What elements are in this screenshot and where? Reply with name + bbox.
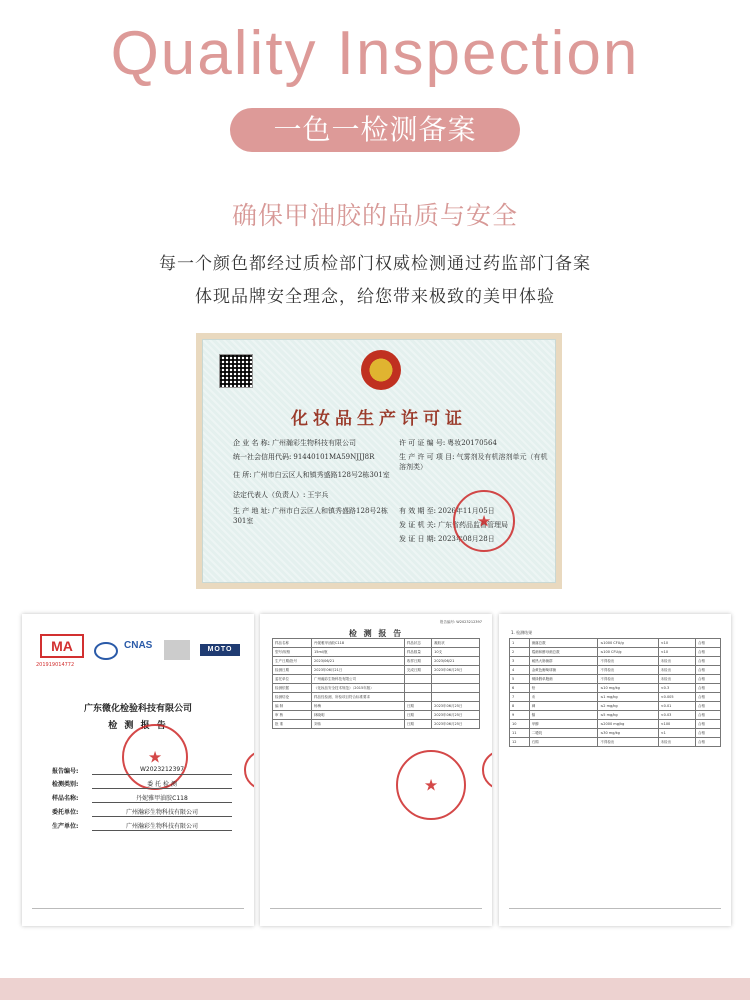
table-cell: 9 (510, 711, 530, 720)
table-cell: 林晓明 (312, 711, 405, 720)
table-cell: 10 (510, 720, 530, 729)
license-company-label: 企 业 名 称: (233, 439, 271, 447)
table-row (273, 657, 480, 666)
license-plant-value: 广州市白云区人和镇秀盛路128号2栋301室 (233, 507, 388, 525)
license-credit-code (233, 452, 374, 462)
table-cell: ≤100 CFU/g (598, 648, 658, 657)
section-pill-label: 一色一检测备案 (230, 108, 520, 152)
license-legal-rep (233, 490, 328, 500)
license-plant-address (233, 506, 393, 526)
table-cell: 二噁烷 (529, 729, 598, 738)
license-body (202, 339, 556, 583)
table-cell: 编 制 (273, 702, 312, 711)
table-cell: 砷 (529, 702, 598, 711)
table-row (510, 675, 721, 684)
table-cell: 合格 (696, 639, 721, 648)
report-field-label: 委托单位: (52, 809, 79, 816)
lab-company-name: 广东微化检验科技有限公司 (83, 704, 192, 714)
table-cell: 合格 (696, 711, 721, 720)
side-seal-icon (482, 750, 492, 790)
table-cell: 检测依据 (273, 684, 312, 693)
table-cell: 《化妆品安全技术规范》（2015年版） (312, 684, 405, 693)
table-row (510, 648, 721, 657)
report-field (52, 766, 232, 775)
table-cell: ≤30 mg/kg (598, 729, 658, 738)
lab-seal-icon (396, 750, 466, 820)
table-cell: 委托单位 (273, 675, 312, 684)
cosmetics-production-license (196, 333, 562, 589)
report-field-label: 报告编号: (52, 768, 79, 775)
table-cell: 不得检出 (598, 657, 658, 666)
license-issuer-value: 广东省药品监督管理局 (438, 521, 509, 529)
report-field-label: 生产单位: (52, 823, 79, 830)
table-cell: 3 (510, 657, 530, 666)
table-row (273, 702, 480, 711)
table-cell: <0.03 (658, 711, 695, 720)
table-cell: 未检出 (658, 738, 695, 747)
table-cell: <0.3 (658, 684, 695, 693)
table-cell: ≤5 mg/kg (598, 711, 658, 720)
table-cell: 2023年06月25日 (432, 702, 480, 711)
table-cell: 样品状态 (404, 639, 431, 648)
table-cell: <10 (658, 639, 695, 648)
table-cell: ≤10 mg/kg (598, 684, 658, 693)
table-cell: 4 (510, 666, 530, 675)
table-cell: 合格 (696, 738, 721, 747)
cnas-logo: CNAS (124, 640, 153, 651)
table-cell: 日期 (404, 711, 431, 720)
table-cell: 日期 (404, 720, 431, 729)
document-footer (270, 908, 482, 916)
license-valid-label: 有 效 期 至: (399, 507, 437, 515)
qr-code-icon (219, 354, 253, 388)
table-cell: 未检出 (658, 657, 695, 666)
table-cell: 检测结论 (273, 693, 312, 702)
table-cell: 15ml/瓶 (312, 648, 405, 657)
cma-logo-icon: MA (40, 634, 84, 658)
table-cell: 汞 (529, 693, 598, 702)
license-company-value: 广州瀚彩生物科技有限公司 (272, 439, 357, 447)
document-footer (32, 908, 244, 916)
table-cell: 11 (510, 729, 530, 738)
table-row (510, 738, 721, 747)
table-cell: 完成日期 (404, 666, 431, 675)
cma-code: 201919014772 (36, 662, 75, 668)
table-row (273, 693, 480, 702)
table-cell: 2023/06/21 (312, 657, 405, 666)
license-issuer-label: 发 证 机 关: (399, 521, 437, 529)
table-cell: 2 (510, 648, 530, 657)
license-credit-label: 统一社会信用代码: (233, 453, 292, 461)
license-number (399, 438, 497, 448)
table-cell: <100 (658, 720, 695, 729)
table-cell: ≤1000 CFU/g (598, 639, 658, 648)
table-cell: 2023/06/21 (432, 657, 480, 666)
table-cell: 未检出 (658, 675, 695, 684)
license-address-label: 住 所: (233, 471, 252, 479)
table-cell (432, 684, 480, 693)
table-cell: 1 (510, 639, 530, 648)
side-seal-icon (244, 750, 254, 790)
table-row (510, 693, 721, 702)
table-cell: 合格 (696, 657, 721, 666)
license-address-value: 广州市白云区人和镇秀盛路128号2栋301室 (253, 471, 390, 479)
table-cell: 合格 (696, 684, 721, 693)
table-cell: <1 (658, 729, 695, 738)
license-scope-value: 气雾剂及有机溶剂单元（有机溶剂类） (399, 453, 548, 471)
description-line-1: 每一个颜色都经过质检部门权威检测通过药监部门备案 (159, 254, 591, 274)
table-cell: 广州瀚彩生物科技有限公司 (312, 675, 405, 684)
license-scope (399, 452, 549, 472)
moto-logo: MOTO (200, 644, 240, 656)
report-summary-table (272, 638, 480, 729)
report-field-label: 样品名称: (52, 795, 79, 802)
table-cell: 凝胶状 (432, 639, 480, 648)
table-cell: 未检出 (658, 666, 695, 675)
license-company (233, 438, 356, 448)
table-row (273, 711, 480, 720)
table-cell: 型号/规格 (273, 648, 312, 657)
table-cell: 合格 (696, 702, 721, 711)
table-cell: 7 (510, 693, 530, 702)
table-row (273, 639, 480, 648)
report-title: 检 测 报 告 (348, 629, 404, 638)
table-cell: 铅 (529, 684, 598, 693)
table-row (510, 657, 721, 666)
table-cell: 合格 (696, 693, 721, 702)
report-fields (52, 766, 232, 835)
report-title: 检 测 报 告 (108, 721, 168, 731)
table-row (273, 684, 480, 693)
report-field-value: 委 托 检 测 (92, 779, 232, 789)
table-cell: 霉菌和酵母菌总数 (529, 648, 598, 657)
license-title: 化妆品生产许可证 (291, 409, 467, 429)
table-cell (432, 675, 480, 684)
report-field (52, 793, 232, 803)
license-scope-label: 生 产 许 可 项 目: (399, 453, 455, 461)
report-field (52, 779, 232, 789)
table-cell: 2023年06月25日 (432, 711, 480, 720)
license-number-value: 粤妆20170564 (447, 439, 497, 447)
table-cell: ≤1 mg/kg (598, 693, 658, 702)
table-row (273, 648, 480, 657)
table-cell: 2023年06月25日 (432, 666, 480, 675)
table-cell: 批 准 (273, 720, 312, 729)
table-cell: 铜绿假单胞菌 (529, 675, 598, 684)
report-field (52, 821, 232, 831)
report-field-value: 广州瀚彩生物科技有限公司 (92, 821, 232, 831)
table-row (273, 675, 480, 684)
license-legal-value: 王宇兵 (307, 491, 329, 499)
table-cell: 日期 (404, 702, 431, 711)
table-cell: 10支 (432, 648, 480, 657)
report-summary-document (260, 614, 492, 926)
table-cell: 不得检出 (598, 738, 658, 747)
report-field-value: 丹妮雅甲油胶C118 (92, 793, 232, 803)
report-field-value: W2023212397 (92, 766, 232, 775)
report-field-label: 检测类别: (52, 781, 79, 788)
table-row (510, 711, 721, 720)
table-cell (404, 675, 431, 684)
table-cell: 耐热大肠菌群 (529, 657, 598, 666)
subtitle: 确保甲油胶的品质与安全 (231, 201, 518, 230)
table-cell: 金黄色葡萄球菌 (529, 666, 598, 675)
report-results-document (499, 614, 731, 926)
national-emblem-icon (361, 350, 401, 390)
table-cell: 6 (510, 684, 530, 693)
certification-logo-icon (164, 640, 190, 660)
report-cover-document (22, 614, 254, 926)
license-valid-value: 2026年11月05日 (438, 507, 495, 515)
table-cell: 2023年06月21日 (312, 666, 405, 675)
license-address (233, 470, 393, 480)
bottom-band (0, 978, 750, 1000)
table-cell: 8 (510, 702, 530, 711)
table-row (510, 666, 721, 675)
table-cell: 刘伟 (312, 720, 405, 729)
official-seal-icon (453, 490, 515, 552)
table-cell: 检测日期 (273, 666, 312, 675)
table-row (273, 720, 480, 729)
table-cell: 收样日期 (404, 657, 431, 666)
table-cell: 合格 (696, 648, 721, 657)
table-cell: 石棉 (529, 738, 598, 747)
table-cell: 镉 (529, 711, 598, 720)
table-cell: <0.01 (658, 702, 695, 711)
table-row (510, 729, 721, 738)
table-cell: 合格 (696, 729, 721, 738)
table-cell: 样品数量 (404, 648, 431, 657)
table-cell: 合格 (696, 720, 721, 729)
table-cell: 生产日期/批号 (273, 657, 312, 666)
page-title: Quality Inspection (110, 19, 640, 88)
report-number: 报告编号: W2023212397 (439, 620, 482, 624)
table-cell: 丹妮雅甲油胶C118 (312, 639, 405, 648)
report-field (52, 807, 232, 817)
table-cell: 样品经检测，所检项目符合标准要求 (312, 693, 405, 702)
table-row (510, 702, 721, 711)
table-cell: ≤2000 mg/kg (598, 720, 658, 729)
license-number-label: 许 可 证 编 号: (399, 439, 446, 447)
table-cell: 审 核 (273, 711, 312, 720)
table-cell: 5 (510, 675, 530, 684)
table-cell: 12 (510, 738, 530, 747)
license-legal-label: 法定代表人（负责人）: (233, 491, 306, 499)
results-heading: 1. 检测结果 (511, 630, 533, 635)
report-field-value: 广州瀚彩生物科技有限公司 (92, 807, 232, 817)
table-row (510, 639, 721, 648)
license-credit-value: 91440101MA59NJJJ8R (293, 453, 375, 461)
table-cell: 杨梅 (312, 702, 405, 711)
table-cell: 样品名称 (273, 639, 312, 648)
table-cell: 不得检出 (598, 666, 658, 675)
table-cell: ≤2 mg/kg (598, 702, 658, 711)
table-cell (404, 684, 431, 693)
table-row (510, 684, 721, 693)
license-issue-date-label: 发 证 日 期: (399, 535, 437, 543)
table-row (510, 720, 721, 729)
ilac-logo-icon (94, 642, 118, 660)
table-cell: 合格 (696, 666, 721, 675)
table-cell: 2023年06月25日 (432, 720, 480, 729)
license-issue-date-value: 2023年08月28日 (438, 535, 495, 543)
document-footer (509, 908, 721, 916)
table-row (273, 666, 480, 675)
table-cell: 菌落总数 (529, 639, 598, 648)
table-cell: 甲醇 (529, 720, 598, 729)
results-table (509, 638, 721, 747)
table-cell: <0.005 (658, 693, 695, 702)
table-cell: 不得检出 (598, 675, 658, 684)
table-cell (404, 693, 431, 702)
table-cell: <10 (658, 648, 695, 657)
description-line-2: 体现品牌安全理念，给您带来极致的美甲体验 (195, 287, 555, 307)
table-cell (432, 693, 480, 702)
license-plant-label: 生 产 地 址: (233, 507, 271, 515)
table-cell: 合格 (696, 675, 721, 684)
